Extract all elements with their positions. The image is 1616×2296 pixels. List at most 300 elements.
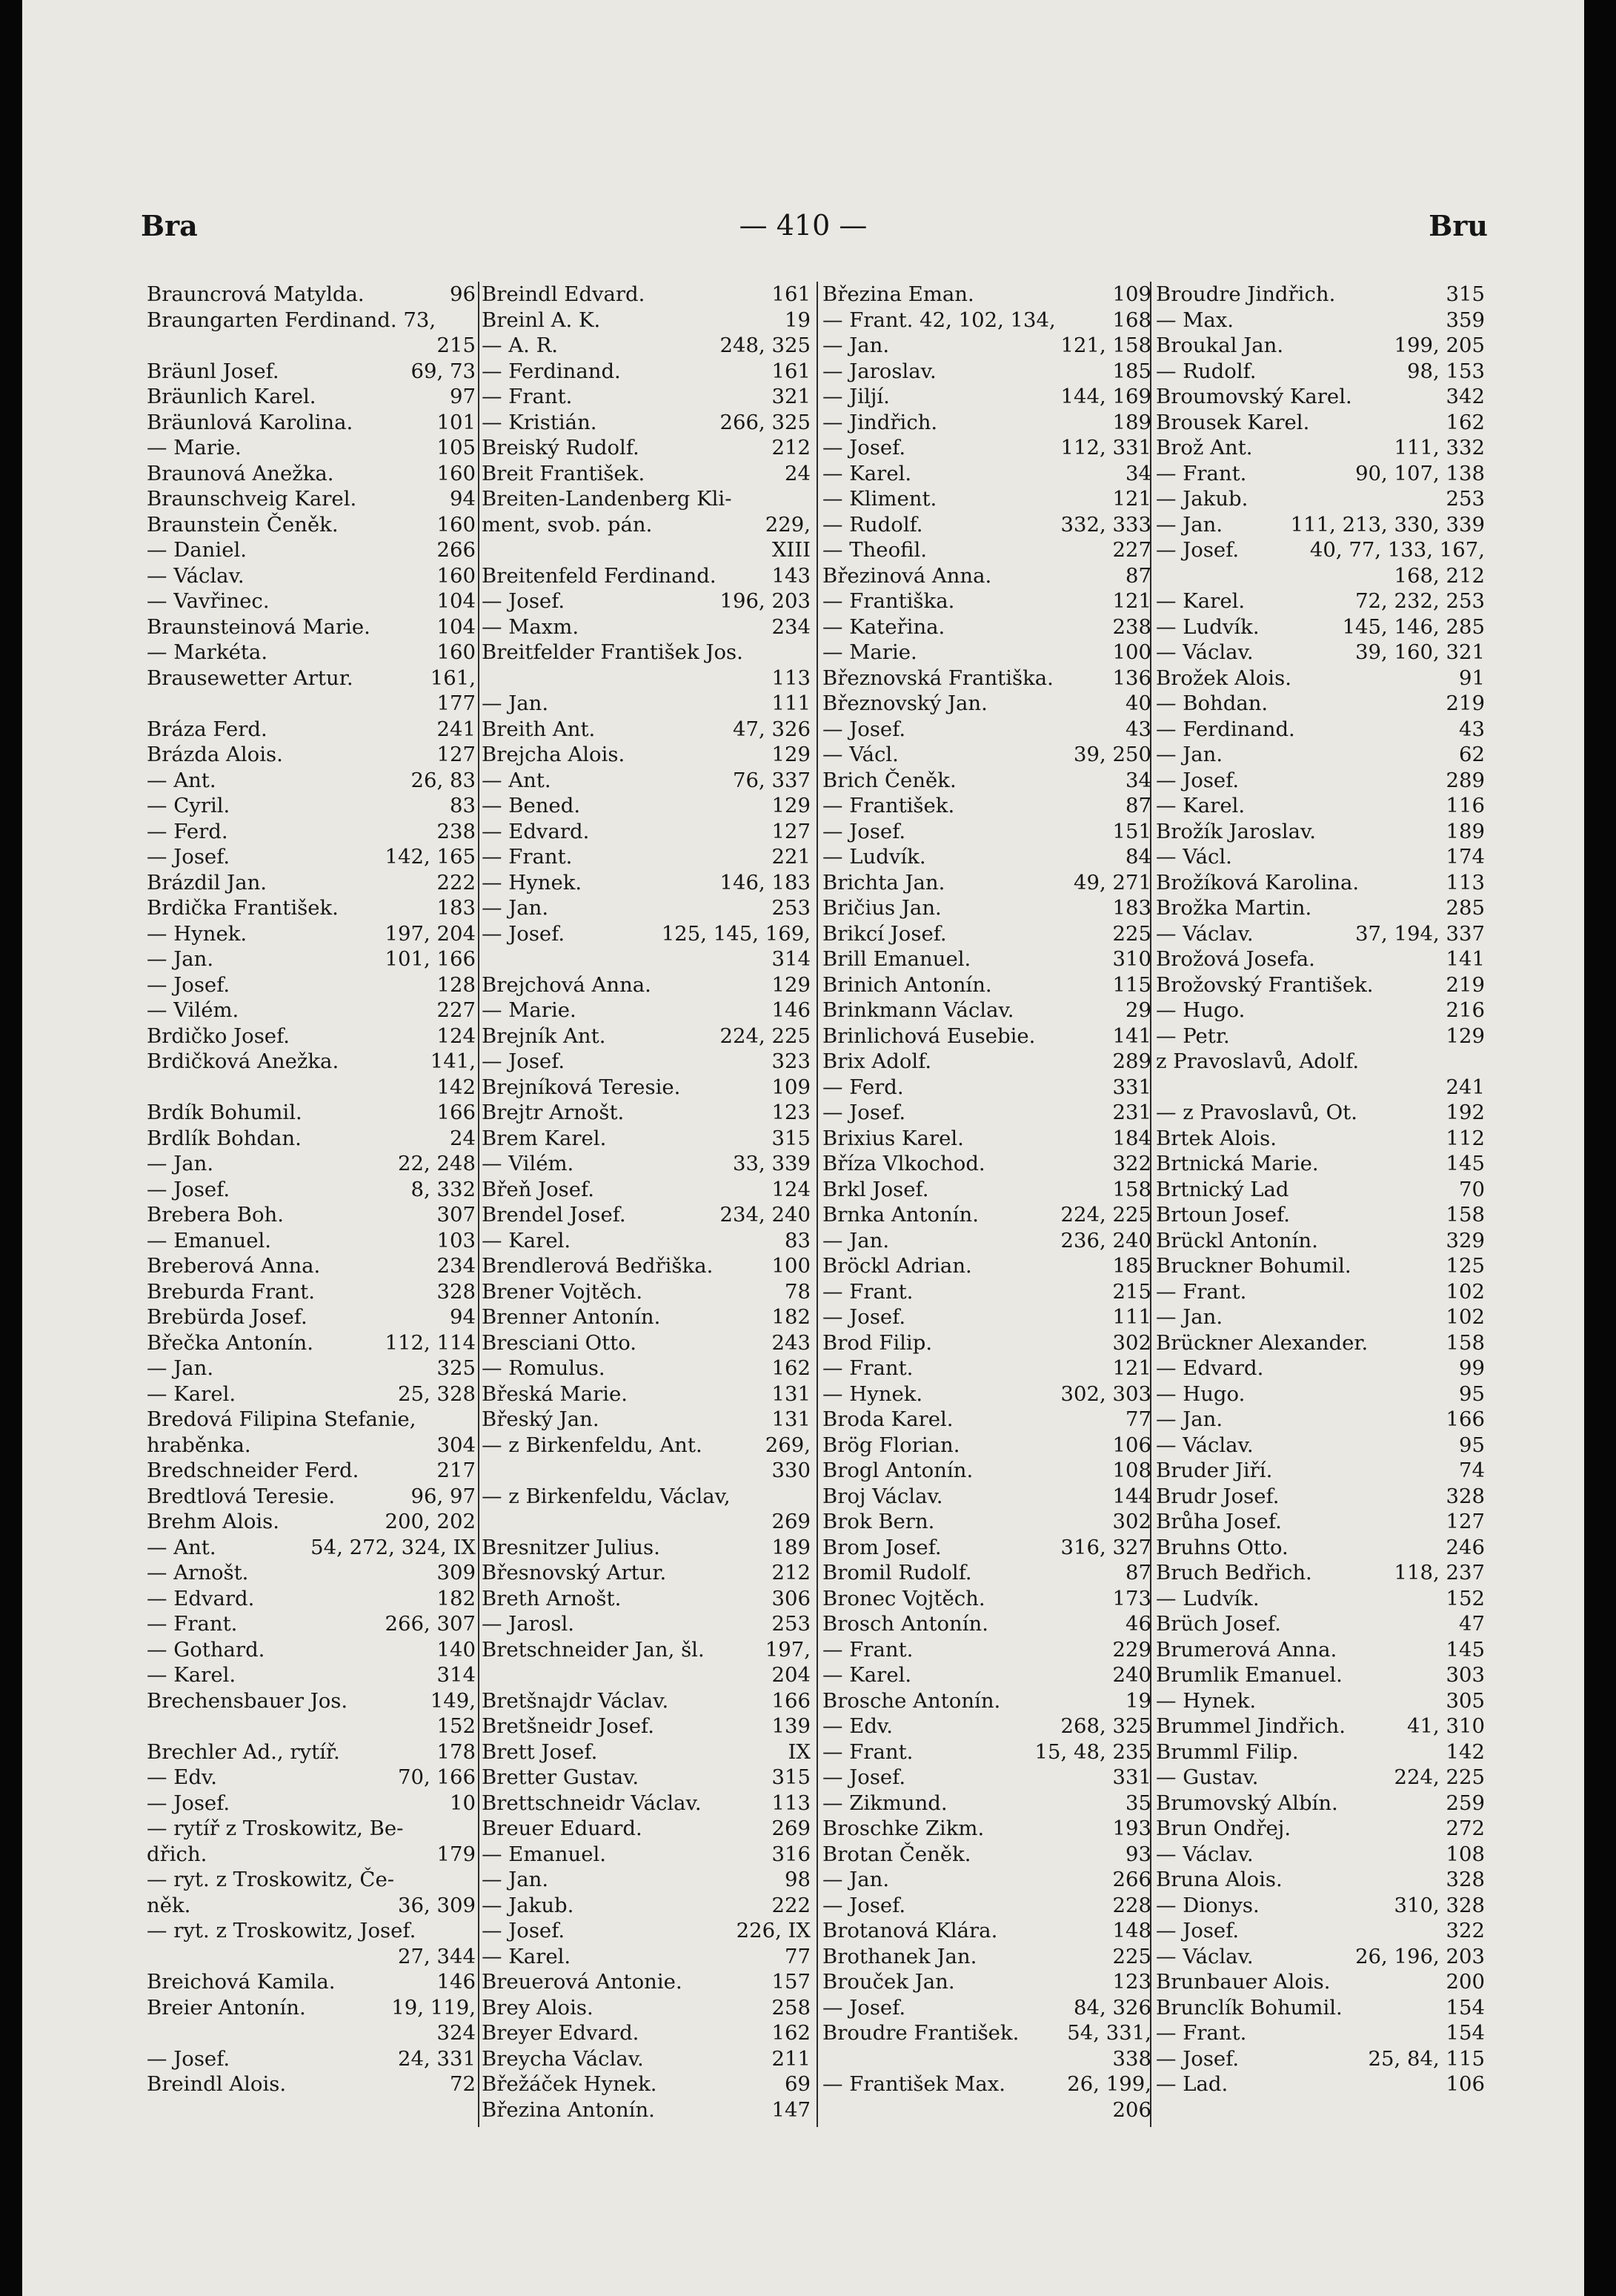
entry-name: — Jan. — [147, 1356, 214, 1380]
entry-page-refs — [471, 1816, 476, 1842]
entry-name: Brouček Jan. — [822, 1970, 955, 1994]
index-entry — [1156, 844, 1485, 870]
entry-page-refs: 154 — [1446, 2021, 1485, 2045]
index-entry — [822, 1458, 1151, 1484]
entry-page-refs: 158 — [1446, 1203, 1485, 1227]
index-entry — [482, 1075, 811, 1101]
entry-page-refs: 27, 344 — [398, 1944, 476, 1968]
entry-page-refs: 116 — [1446, 794, 1485, 817]
index-entry — [482, 1330, 811, 1356]
entry-name: Bruder Jiří. — [1156, 1459, 1273, 1482]
entry-page-refs: 266, 307 — [385, 1612, 476, 1636]
index-entry — [147, 972, 476, 998]
entry-page-refs: 285 — [1446, 896, 1485, 920]
index-entry — [482, 768, 811, 794]
header-left-guide-word: Bra — [141, 209, 198, 242]
entry-page-refs: 225 — [1112, 921, 1151, 946]
entry-page-refs: 342 — [1446, 385, 1485, 408]
entry-name: — Vavřinec. — [147, 589, 270, 613]
entry-page-refs: 143 — [771, 563, 811, 588]
entry-page-refs: 100 — [1112, 640, 1151, 664]
index-entry — [482, 793, 811, 819]
entry-name: — Hynek. — [1156, 1688, 1257, 1713]
entry-page-refs: 219 — [1446, 972, 1485, 997]
entry-page-refs: 146 — [771, 998, 811, 1022]
entry-page-refs: 323 — [771, 1049, 811, 1073]
entry-name: — Edvard. — [482, 819, 590, 843]
entry-page-refs: 104 — [436, 589, 476, 613]
entry-name: Breith Ant. — [482, 717, 596, 741]
index-entry — [1156, 666, 1485, 691]
entry-page-refs: 328 — [1446, 1484, 1485, 1508]
index-entry — [1156, 1304, 1485, 1330]
entry-page-refs: 121 — [1112, 487, 1151, 511]
entry-name — [1156, 563, 1390, 589]
index-entry — [1156, 1739, 1485, 1765]
entry-name: Brumml Filip. — [1156, 1739, 1299, 1764]
entry-page-refs: 174 — [1446, 845, 1485, 869]
entry-page-refs: 39, 250 — [1074, 743, 1151, 766]
entry-page-refs: 90, 107, 138 — [1355, 461, 1485, 485]
index-entry — [1156, 384, 1485, 410]
entry-page-refs: 142, 165 — [385, 845, 476, 869]
index-entry — [822, 1535, 1151, 1561]
entry-page-refs: 106 — [1112, 1433, 1151, 1457]
entry-name: Březina Antonín. — [482, 2097, 655, 2122]
entry-page-refs: 222 — [436, 870, 476, 895]
index-entry — [147, 1484, 476, 1510]
entry-page-refs: 37, 194, 337 — [1355, 921, 1485, 946]
entry-page-refs: 108 — [1112, 1459, 1151, 1482]
index-entry — [482, 1739, 811, 1765]
entry-name: — Josef. — [147, 845, 230, 869]
index-entry — [1156, 1202, 1485, 1228]
index-entry — [147, 1969, 476, 1995]
entry-page-refs: 112, 331 — [1060, 436, 1151, 459]
entry-page-refs: 99 — [1459, 1356, 1485, 1380]
index-entry — [1156, 1509, 1485, 1535]
index-entry — [482, 717, 811, 743]
entry-name: — Ant. — [147, 768, 216, 792]
index-entry — [147, 1407, 476, 1433]
entry-name: Brausewetter Artur. — [147, 666, 353, 690]
entry-name: Brinich Antonín. — [822, 972, 992, 997]
index-entry — [482, 1177, 811, 1203]
entry-page-refs — [471, 308, 476, 334]
entry-name: Bruckner Bohumil. — [1156, 1254, 1351, 1278]
entry-name — [147, 1713, 433, 1739]
entry-name — [482, 666, 768, 691]
index-entry — [147, 1279, 476, 1305]
index-entry — [482, 1356, 811, 1381]
entry-page-refs: 124 — [436, 1023, 476, 1048]
index-entry — [822, 1023, 1151, 1049]
index-entry — [482, 2097, 811, 2123]
entry-page-refs: 146 — [436, 1970, 476, 1994]
entry-page-refs: 100 — [771, 1254, 811, 1278]
index-entry — [822, 1381, 1151, 1407]
entry-page-refs: 22, 248 — [398, 1152, 476, 1175]
index-entry — [1156, 819, 1485, 845]
entry-page-refs — [471, 1918, 476, 1944]
index-entry — [822, 563, 1151, 589]
index-entry — [822, 742, 1151, 768]
entry-name: — Hynek. — [822, 1381, 923, 1406]
entry-page-refs: 111 — [771, 691, 811, 715]
entry-page-refs: 121 — [1112, 589, 1151, 613]
entry-name: — Frant. — [822, 1356, 914, 1380]
entry-page-refs: 221 — [771, 845, 811, 869]
index-entry — [147, 512, 476, 538]
entry-name: Bräunlová Karolina. — [147, 410, 353, 434]
entry-page-refs: 328 — [1446, 1868, 1485, 1891]
entry-name: Bráza Ferd. — [147, 717, 267, 741]
index-entry — [1156, 946, 1485, 972]
entry-page-refs: 197, — [765, 1637, 811, 1662]
entry-page-refs: 328 — [436, 1279, 476, 1304]
entry-name: — Jan. — [822, 1868, 890, 1891]
entry-name: — Kristián. — [482, 410, 597, 434]
index-entry — [822, 410, 1151, 436]
entry-page-refs: 113 — [771, 666, 811, 690]
entry-name: — Josef. — [822, 819, 906, 843]
entry-page-refs: 314 — [771, 947, 811, 971]
entry-name: Bredová Filipina Stefanie, — [147, 1407, 416, 1431]
entry-name: Bretschneider Jan, šl. — [482, 1637, 705, 1662]
entry-name: — Romulus. — [482, 1356, 605, 1380]
entry-page-refs: 228 — [1112, 1893, 1151, 1917]
index-entry — [482, 1433, 811, 1459]
index-entry — [147, 410, 476, 436]
entry-page-refs: 315 — [771, 1126, 811, 1150]
entry-name: Brejchová Anna. — [482, 972, 651, 997]
index-entry — [1156, 1842, 1485, 1868]
entry-name — [482, 1458, 768, 1484]
index-entry — [822, 1893, 1151, 1919]
index-entry — [1156, 1458, 1485, 1484]
index-entry — [482, 1253, 811, 1279]
entry-page-refs: 118, 237 — [1394, 1561, 1485, 1585]
index-entry — [482, 1918, 811, 1944]
entry-page-refs: 98, 153 — [1407, 359, 1485, 383]
index-entry — [1156, 1151, 1485, 1177]
index-entry — [147, 359, 476, 385]
entry-name: Braunsteinová Marie. — [147, 614, 370, 639]
entry-name: Brill Emanuel. — [822, 947, 971, 971]
entry-name: — Jan. — [482, 896, 549, 920]
entry-page-refs: 321 — [771, 385, 811, 408]
index-entry — [482, 1842, 811, 1868]
entry-page-refs: 182 — [436, 1586, 476, 1610]
entry-name: Bredschneider Ferd. — [147, 1459, 359, 1482]
index-entry — [147, 895, 476, 921]
entry-page-refs: 162 — [771, 1356, 811, 1380]
index-entry — [482, 1381, 811, 1407]
entry-name: Breit František. — [482, 461, 645, 485]
entry-name: Brechensbauer Jos. — [147, 1688, 348, 1713]
entry-page-refs: 204 — [771, 1663, 811, 1687]
entry-page-refs: 238 — [1112, 614, 1151, 639]
entry-page-refs: 113 — [1446, 870, 1485, 895]
entry-page-refs: 112, 114 — [385, 1330, 476, 1355]
entry-name: Broudre Jindřich. — [1156, 282, 1336, 306]
entry-name: Brix Adolf. — [822, 1049, 932, 1073]
entry-page-refs: 148 — [1112, 1919, 1151, 1942]
entry-page-refs: 185 — [1112, 359, 1151, 383]
index-entry — [1156, 588, 1485, 614]
entry-name: Břeň Josef. — [482, 1177, 594, 1201]
entry-page-refs: 10 — [450, 1791, 476, 1815]
index-entry — [822, 1407, 1151, 1433]
entry-page-refs: 216 — [1446, 998, 1485, 1022]
entry-name: Brothanek Jan. — [822, 1944, 977, 1968]
entry-page-refs: 212 — [771, 436, 811, 459]
entry-name — [822, 2097, 1108, 2123]
index-entry — [822, 435, 1151, 461]
entry-name: — Jarosl. — [482, 1612, 575, 1636]
index-entry — [822, 1560, 1151, 1586]
entry-name: — Josef. — [822, 1995, 906, 2020]
index-entry — [147, 1177, 476, 1203]
entry-page-refs: 307 — [436, 1203, 476, 1227]
entry-name: — Rudolf. — [1156, 359, 1257, 383]
index-entry — [147, 1075, 476, 1101]
entry-page-refs: 26, 199, — [1067, 2072, 1151, 2096]
entry-page-refs — [471, 1867, 476, 1893]
entry-page-refs: 314 — [436, 1663, 476, 1687]
entry-name: Brumlik Emanuel. — [1156, 1663, 1343, 1687]
entry-page-refs: 69, 73 — [410, 359, 476, 383]
index-entry — [147, 1560, 476, 1586]
entry-page-refs: 121, 158 — [1060, 334, 1151, 357]
index-entry — [1156, 793, 1485, 819]
entry-page-refs: 154 — [1446, 1995, 1485, 2020]
entry-page-refs: 325 — [436, 1356, 476, 1380]
index-entry — [147, 333, 476, 359]
index-entry — [147, 1126, 476, 1152]
entry-name: Bruna Alois. — [1156, 1868, 1283, 1891]
entry-name: — rytíř z Troskowitz, Be- — [147, 1816, 404, 1840]
index-entry — [147, 1842, 476, 1868]
entry-page-refs: 253 — [771, 896, 811, 920]
index-entry — [482, 972, 811, 998]
entry-page-refs: 331 — [1112, 1075, 1151, 1099]
index-entry — [482, 435, 811, 461]
entry-name: Brdičková Anežka. — [147, 1049, 339, 1073]
entry-page-refs: 322 — [1112, 1152, 1151, 1175]
entry-page-refs: 35 — [1125, 1791, 1151, 1815]
entry-name: hraběnka. — [147, 1433, 251, 1457]
entry-name: Breuerová Antonie. — [482, 1970, 682, 1994]
entry-name: — z Pravoslavů, Ot. — [1156, 1101, 1357, 1124]
index-entry — [147, 537, 476, 563]
entry-page-refs: 105 — [436, 436, 476, 459]
entry-page-refs: 157 — [771, 1970, 811, 1994]
page-header — [22, 209, 1584, 253]
entry-name: — Hynek. — [482, 870, 582, 895]
index-entry — [822, 1586, 1151, 1612]
index-entry — [482, 1509, 811, 1535]
entry-page-refs: 248, 325 — [719, 334, 811, 357]
entry-page-refs: 78 — [785, 1279, 811, 1304]
entry-page-refs: 70 — [1459, 1177, 1485, 1201]
entry-name: — Ant. — [482, 768, 551, 792]
entry-page-refs: 234, 240 — [719, 1203, 811, 1227]
entry-page-refs: 305 — [1446, 1688, 1485, 1713]
entry-name: — Josef. — [147, 972, 230, 997]
index-entry — [147, 1893, 476, 1919]
entry-page-refs: 98 — [785, 1868, 811, 1891]
index-entry — [1156, 461, 1485, 487]
entry-page-refs: 158 — [1112, 1177, 1151, 1201]
index-entry — [147, 1253, 476, 1279]
entry-name: Bretšnajdr Václav. — [482, 1688, 669, 1713]
entry-page-refs: 197, 204 — [385, 921, 476, 946]
entry-page-refs: 24 — [785, 461, 811, 485]
entry-page-refs: 103 — [436, 1228, 476, 1252]
entry-name: — Václav. — [147, 563, 245, 588]
entry-name: Broukal Jan. — [1156, 334, 1284, 357]
entry-page-refs: 111 — [1112, 1305, 1151, 1329]
entry-page-refs: 173 — [1112, 1586, 1151, 1610]
index-entry — [482, 1100, 811, 1126]
entry-name: — Josef. — [822, 717, 906, 741]
entry-name: — Frant. — [147, 1612, 238, 1636]
index-entry — [147, 1688, 476, 1714]
index-entry — [822, 1484, 1151, 1510]
entry-page-refs: 96, 97 — [410, 1484, 476, 1508]
entry-name: Březnovský Jan. — [822, 691, 988, 715]
entry-name: Brückl Antonín. — [1156, 1228, 1318, 1252]
entry-name: — Edv. — [822, 1714, 893, 1738]
entry-page-refs: 229, — [765, 512, 811, 537]
entry-page-refs: 161 — [771, 359, 811, 383]
entry-name: Brosche Antonín. — [822, 1688, 1001, 1713]
entry-name: — Ludvík. — [1156, 614, 1260, 639]
index-entry — [147, 768, 476, 794]
entry-name: Brožovský František. — [1156, 972, 1374, 997]
entry-name: Bruhns Otto. — [1156, 1535, 1289, 1559]
entry-page-refs: 272 — [1446, 1816, 1485, 1840]
entry-name: — Emanuel. — [482, 1842, 607, 1866]
index-entry — [147, 282, 476, 308]
index-entry — [1156, 1816, 1485, 1842]
entry-page-refs: 224, 225 — [719, 1023, 811, 1048]
entry-page-refs: 182 — [771, 1305, 811, 1329]
entry-page-refs: 47 — [1459, 1612, 1485, 1636]
index-entry — [147, 717, 476, 743]
entry-name: — Václav. — [1156, 1433, 1254, 1457]
entry-name: Brom Josef. — [822, 1535, 942, 1559]
entry-name: — Karel. — [482, 1944, 571, 1968]
entry-name: Brunclík Bohumil. — [1156, 1995, 1343, 2020]
entry-name: — Theofil. — [822, 538, 928, 562]
index-entry — [482, 410, 811, 436]
entry-name: něk. — [147, 1893, 191, 1917]
index-entry — [482, 1458, 811, 1484]
entry-name: Březinová Anna. — [822, 563, 992, 588]
index-entry — [822, 2071, 1151, 2097]
entry-name: — Frant. 42, 102, 134, — [822, 308, 1056, 332]
entry-name: Brauncrová Matylda. — [147, 282, 365, 306]
entry-name: Bretter Gustav. — [482, 1765, 639, 1789]
entry-name: Brudr Josef. — [1156, 1484, 1280, 1508]
entry-name: — Marie. — [482, 998, 576, 1022]
index-entry — [147, 1304, 476, 1330]
index-entry — [822, 1713, 1151, 1739]
index-entry — [482, 1484, 811, 1510]
index-entry — [482, 2020, 811, 2046]
entry-name: — Markéta. — [147, 640, 268, 664]
index-entry — [822, 946, 1151, 972]
entry-name: Břečka Antonín. — [147, 1330, 313, 1355]
index-entry — [822, 1330, 1151, 1356]
entry-page-refs: 183 — [436, 896, 476, 920]
entry-page-refs: 179 — [436, 1842, 476, 1866]
index-entry — [822, 998, 1151, 1023]
entry-name: — Václav. — [1156, 640, 1254, 664]
index-entry — [482, 1304, 811, 1330]
index-entry — [482, 921, 811, 947]
entry-name: Brtnická Marie. — [1156, 1152, 1319, 1175]
index-entry — [1156, 870, 1485, 896]
entry-name: — Daniel. — [147, 538, 247, 562]
index-entry — [1156, 2046, 1485, 2072]
entry-page-refs: 47, 326 — [733, 717, 811, 741]
entry-name: ment, svob. pán. — [482, 512, 653, 537]
entry-name: Breberová Anna. — [147, 1254, 321, 1278]
entry-page-refs: 229 — [1112, 1637, 1151, 1662]
entry-name: — Karel. — [1156, 794, 1246, 817]
index-entry — [147, 2020, 476, 2046]
entry-page-refs: 144, 169 — [1060, 385, 1151, 408]
entry-page-refs: 168, 212 — [1394, 563, 1485, 588]
index-entry — [1156, 359, 1485, 385]
index-entry — [147, 691, 476, 717]
entry-name: — Josef. — [822, 1765, 906, 1789]
entry-page-refs: 19, 119, — [391, 1995, 476, 2020]
entry-name: Breth Arnošt. — [482, 1586, 622, 1610]
index-entry — [1156, 308, 1485, 334]
entry-name: Brok Bern. — [822, 1510, 935, 1533]
entry-page-refs: 40 — [1125, 691, 1151, 715]
entry-page-refs: 97 — [450, 385, 476, 408]
index-entry — [482, 844, 811, 870]
entry-name: — Josef. — [482, 589, 565, 613]
index-entry — [147, 1330, 476, 1356]
index-entry — [482, 308, 811, 334]
index-entry — [822, 1177, 1151, 1203]
entry-page-refs: 269 — [771, 1510, 811, 1533]
entry-name: — Vilém. — [147, 998, 239, 1022]
index-entry — [1156, 1867, 1485, 1893]
entry-name — [822, 2046, 1108, 2072]
entry-page-refs — [1480, 1049, 1485, 1075]
index-entry — [1156, 1662, 1485, 1688]
entry-page-refs: 178 — [436, 1739, 476, 1764]
entry-name: — Josef. — [482, 1919, 565, 1942]
page-number: — 410 — — [739, 209, 868, 242]
entry-name: Bruch Bedřich. — [1156, 1561, 1312, 1585]
index-entry — [1156, 1433, 1485, 1459]
entry-name: — Vilém. — [482, 1152, 574, 1175]
entry-page-refs: 322 — [1446, 1919, 1485, 1942]
index-entry — [482, 1535, 811, 1561]
entry-page-refs: 87 — [1125, 794, 1151, 817]
entry-page-refs: 241 — [436, 717, 476, 741]
entry-name: — Zikmund. — [822, 1791, 948, 1815]
entry-page-refs: 25, 328 — [398, 1381, 476, 1406]
